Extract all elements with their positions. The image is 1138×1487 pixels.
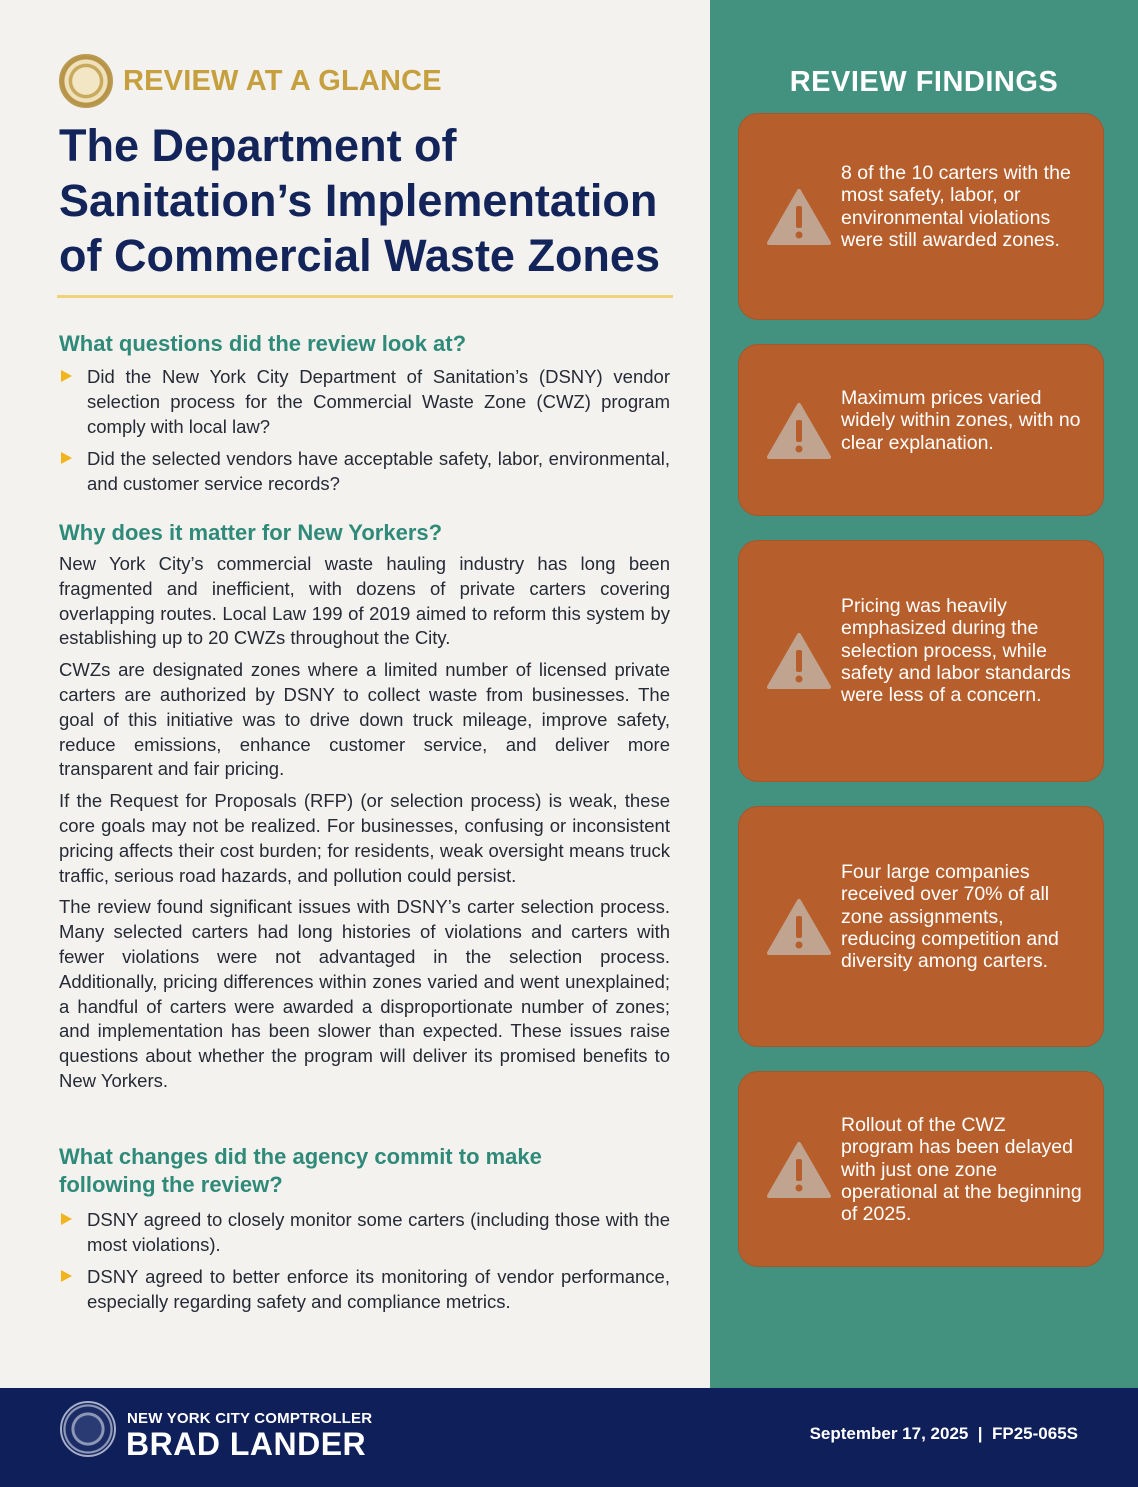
footer-office: NEW YORK CITY COMPTROLLER <box>127 1410 373 1427</box>
list-item: DSNY agreed to better enforce its monitoring of vendor performance, especially regarding safety and compliance metrics. <box>59 1264 670 1314</box>
matters-section <box>59 519 670 1101</box>
finding-card <box>738 540 1104 782</box>
list-item: Did the selected vendors have acceptable safety, labor, environmental, and customer service records? <box>59 446 670 496</box>
paragraph: The review found significant issues with DSNY’s carter selection process. Many selected carters had long histories of violations and carters with fewer violations were not advantaged in the selection process. Additionally, pricing differences within zones varied and went unexplained; a handful of carters were awarded a disproportionate number of zones; and implementation has been slower than expected. These issues raise questions about whether the program will deliver its promised benefits to New Yorkers. <box>59 896 670 1091</box>
bullet-arrow-icon <box>61 452 72 464</box>
questions-heading: What questions did the review look at? <box>59 331 467 356</box>
finding-card <box>738 1071 1104 1267</box>
finding-text: Four large companies received over 70% of all zone assignments, reducing competition and diversity among carters. <box>841 861 1059 973</box>
changes-list <box>59 1207 670 1314</box>
bullet-arrow-icon <box>61 1270 72 1282</box>
matters-heading: Why does it matter for New Yorkers? <box>59 520 443 545</box>
changes-section <box>59 1143 670 1321</box>
warning-icon <box>767 402 831 460</box>
list-item: Did the New York City Department of Sanitation’s (DSNY) vendor selection process for the Commercial Waste Zone (CWZ) program comply with local law? <box>59 364 670 439</box>
footer-date-reference: September 17, 2025 | FP25-065S <box>809 1424 1078 1443</box>
finding-text: Rollout of the CWZ program has been delayed with just one zone operational at the beginning of 2025. <box>841 1114 1082 1226</box>
finding-text: Pricing was heavily emphasized during the selection process, while safety and labor standards were less of a concern. <box>841 595 1071 707</box>
comptroller-seal-icon <box>59 54 113 108</box>
paragraph: New York City’s commercial waste hauling industry has long been fragmented and inefficient, with dozens of private carters covering overlapping routes. Local Law 199 of 2019 aimed to reform this system by establishing up to 20 CWZs throughout the City. <box>59 553 670 649</box>
warning-icon <box>767 898 831 956</box>
footer-name: BRAD LANDER <box>126 1426 367 1462</box>
findings-title: REVIEW FINDINGS <box>789 66 1059 98</box>
warning-icon <box>767 632 831 690</box>
list-item: DSNY agreed to closely monitor some carters (including those with the most violations). <box>59 1207 670 1257</box>
paragraph: If the Request for Proposals (RFP) (or selection process) is weak, these core goals may not be realized. For businesses, confusing or inconsistent pricing affects their cost burden; for residents, weak oversight means truck traffic, serious road hazards, and pollution could persist. <box>59 790 670 886</box>
finding-card <box>738 113 1104 320</box>
warning-icon <box>767 188 831 246</box>
warning-icon <box>767 1141 831 1199</box>
changes-heading: What changes did the agency commit to make following the review? <box>59 1144 542 1197</box>
finding-card <box>738 344 1104 516</box>
kicker-row <box>59 54 442 108</box>
finding-text: Maximum prices varied widely within zones, with no clear explanation. <box>841 387 1081 454</box>
city-seal-icon <box>60 1401 116 1457</box>
questions-list <box>59 364 670 496</box>
bullet-arrow-icon <box>61 1213 72 1225</box>
finding-card <box>738 806 1104 1047</box>
footer <box>0 1388 1138 1487</box>
finding-text: 8 of the 10 carters with the most safety, labor, or environmental violations were still awarded zones. <box>841 162 1071 251</box>
questions-section <box>59 330 670 503</box>
kicker: REVIEW AT A GLANCE <box>123 64 442 97</box>
page-title: The Department of Sanitation’s Implementation of Commercial Waste Zones <box>59 120 660 281</box>
title-divider <box>57 295 673 298</box>
bullet-arrow-icon <box>61 370 72 382</box>
paragraph: CWZs are designated zones where a limited number of licensed private carters are authorized by DSNY to collect waste from businesses. The goal of this initiative was to drive down truck mileage, improve safety, reduce emissions, enhance customer service, and deliver more transparent and fair pricing. <box>59 659 670 780</box>
